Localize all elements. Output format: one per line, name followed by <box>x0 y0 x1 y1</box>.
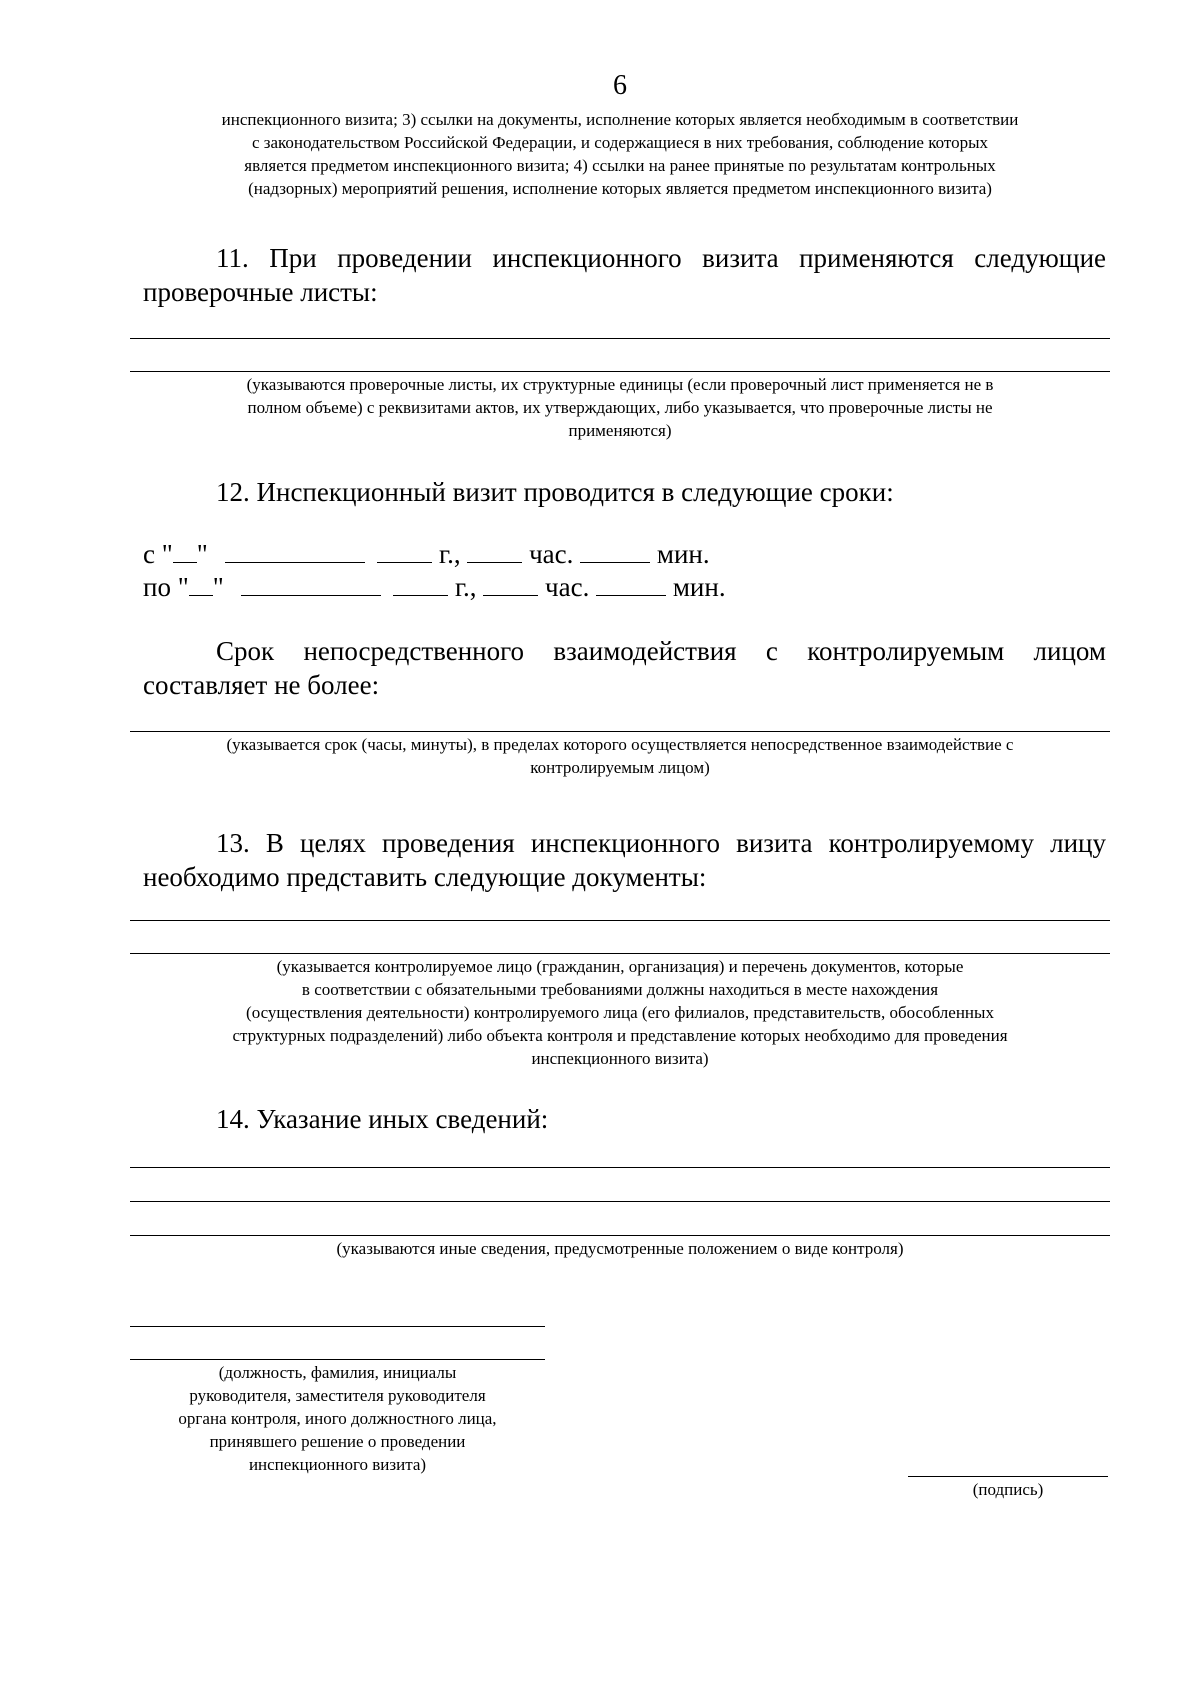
fill-line <box>130 338 1110 339</box>
top-paragraph-line: с законодательством Российской Федерации, и содержащиеся в них требования, соблюдение которых <box>251 133 989 152</box>
hint-line: применяются) <box>568 421 672 440</box>
minutes-blank <box>580 540 650 563</box>
date-to-row <box>143 572 726 603</box>
day-blank <box>189 573 213 596</box>
from-prefix: с " <box>143 539 173 569</box>
hint-line: принявшего решение о проведении <box>209 1432 466 1451</box>
item11-line1: 11. При проведении инспекционного визита применяются следующие <box>216 243 1106 273</box>
signature-hint: (подпись) <box>972 1480 1044 1499</box>
top-paragraph-line: (надзорных) мероприятий решения, исполнение которых является предметом инспекционного визита) <box>248 179 992 198</box>
hint-line: полном объеме) с реквизитами актов, их утверждающих, либо указывается, что проверочные листы не <box>247 398 993 417</box>
to-prefix: по " <box>143 572 189 602</box>
position-line <box>130 1359 545 1360</box>
hint-line: в соответствии с обязательными требованиями должны находиться в месте нахождения <box>301 980 939 999</box>
position-hint <box>130 1361 545 1476</box>
to-quote-close: " <box>212 572 224 602</box>
top-paragraph-line: инспекционного визита; 3) ссылки на документы, исполнение которых является необходимым в соответствии <box>221 110 1019 129</box>
item12-title: 12. Инспекционный визит проводится в следующие сроки: <box>216 477 894 507</box>
hint-line: руководителя, заместителя руководителя <box>189 1386 486 1405</box>
item11-line2: проверочные листы: <box>143 277 378 307</box>
to-year-label: г., <box>455 572 477 602</box>
item14-title: 14. Указание иных сведений: <box>216 1104 549 1134</box>
date-from-row <box>143 539 710 570</box>
item13-line2: необходимо представить следующие документы: <box>143 862 707 892</box>
from-hours-label: час. <box>529 539 574 569</box>
hint-line: (указывается срок (часы, минуты), в пределах которого осуществляется непосредственное взаимодействие с <box>226 735 1014 754</box>
fill-line <box>130 953 1110 954</box>
hint-line: органа контроля, иного должностного лица, <box>178 1409 497 1428</box>
from-quote-close: " <box>196 539 208 569</box>
signature-line <box>908 1476 1108 1477</box>
fill-line <box>130 1167 1110 1168</box>
item11-hint <box>130 373 1110 442</box>
from-minutes-label: мин. <box>656 539 710 569</box>
hint-line: инспекционного визита) <box>531 1049 709 1068</box>
hint-line: (осуществления деятельности) контролируемого лица (его филиалов, представительств, обособленных <box>246 1003 994 1022</box>
hint-line: (указывается контролируемое лицо (гражданин, организация) и перечень документов, которые <box>276 957 964 976</box>
year-blank <box>377 540 432 563</box>
position-line <box>130 1326 545 1327</box>
day-blank <box>173 540 197 563</box>
from-year-label: г., <box>439 539 461 569</box>
month-blank <box>225 540 365 563</box>
hours-blank <box>467 540 522 563</box>
hours-blank <box>483 573 538 596</box>
term-line2: составляет не более: <box>143 670 380 700</box>
term-line1: Срок непосредственного взаимодействия с контролируемым лицом <box>216 636 1106 666</box>
item13-line1: 13. В целях проведения инспекционного визита контролируемому лицу <box>216 828 1106 858</box>
item13-hint <box>130 955 1110 1070</box>
to-hours-label: час. <box>545 572 590 602</box>
top-paragraph <box>130 108 1110 200</box>
fill-line <box>130 1235 1110 1236</box>
page-number: 6 <box>613 70 627 101</box>
fill-line <box>130 920 1110 921</box>
fill-line <box>130 1201 1110 1202</box>
top-paragraph-line: является предметом инспекционного визита; 4) ссылки на ранее принятые по результатам контрольных <box>244 156 996 175</box>
to-minutes-label: мин. <box>672 572 726 602</box>
year-blank <box>393 573 448 596</box>
hint-line: (должность, фамилия, инициалы <box>218 1363 457 1382</box>
hint-line: структурных подразделений) либо объекта контроля и представление которых необходимо для проведения <box>232 1026 1008 1045</box>
hint-line: (указываются проверочные листы, их структурные единицы (если проверочный лист применяется не в <box>246 375 994 394</box>
hint-line: контролируемым лицом) <box>530 758 710 777</box>
fill-line <box>130 371 1110 372</box>
month-blank <box>241 573 381 596</box>
fill-line <box>130 731 1110 732</box>
hint-line: инспекционного визита) <box>248 1455 427 1474</box>
item12-hint <box>130 733 1110 779</box>
item14-hint: (указываются иные сведения, предусмотренные положением о виде контроля) <box>336 1239 904 1258</box>
minutes-blank <box>596 573 666 596</box>
